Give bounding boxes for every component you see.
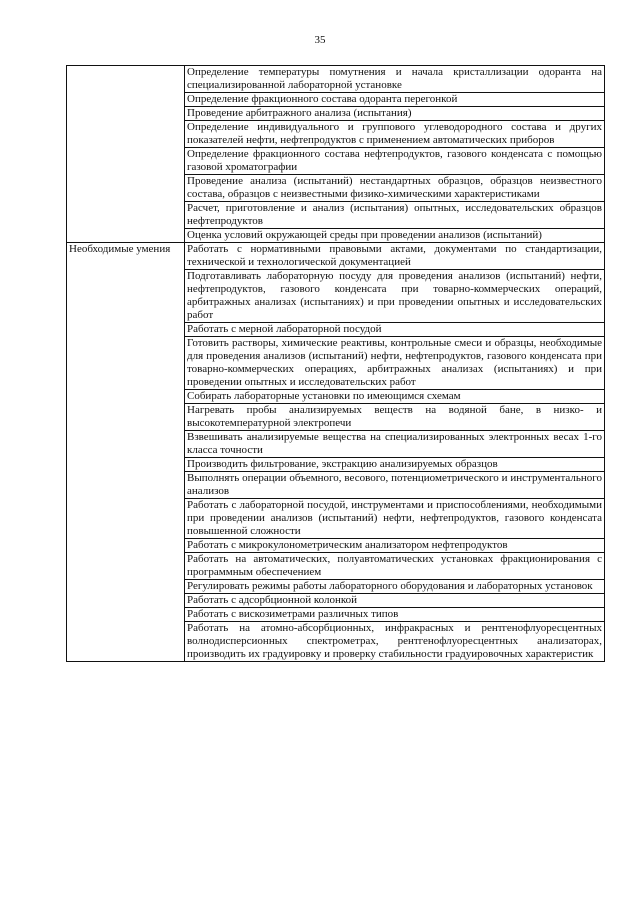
row-text-cell: Нагревать пробы анализируемых веществ на водяной бане, в низко- и высокотемпературной электропечи [185, 404, 605, 431]
row-label-cell: Необходимые умения [67, 243, 185, 662]
row-text-cell: Работать с лабораторной посудой, инструментами и приспособлениями, необходимыми при проведении анализов (испытаний) нефти, нефтепродуктов, газового конденсата повышенной сложности [185, 499, 605, 539]
requirements-table [66, 65, 605, 662]
table-row [67, 243, 605, 270]
row-text-cell: Подготавливать лабораторную посуду для проведения анализов (испытаний) нефти, нефтепродуктов, газового конденсата при товарно-коммерческих операций, арбитражных анализах (испытаниях) и при проведении опытных и исследовательских работ [185, 270, 605, 323]
row-text-cell: Производить фильтрование, экстракцию анализируемых образцов [185, 458, 605, 472]
page-number: 35 [314, 34, 326, 46]
row-text-cell: Регулировать режимы работы лабораторного оборудования и лабораторных установок [185, 580, 605, 594]
row-text-cell: Выполнять операции объемного, весового, потенциометрического и инструментального анализов [185, 472, 605, 499]
row-text-cell: Расчет, приготовление и анализ (испытания) опытных, исследовательских образцов нефтепродуктов [185, 202, 605, 229]
row-text-cell: Работать с нормативными правовыми актами, документами по стандартизации, технической и технологической документацией [185, 243, 605, 270]
row-text-cell: Готовить растворы, химические реактивы, контрольные смеси и образцы, необходимые для проведения анализов (испытаний) нефти, нефтепродуктов, газового конденсата при товарно-коммерческих операциях, арбитражных анализах (испытаниях) и при проведении опытных и исследовательских работ [185, 337, 605, 390]
table-body [67, 66, 605, 662]
table-row [67, 66, 605, 93]
row-text-cell: Определение фракционного состава одоранта перегонкой [185, 93, 605, 107]
row-text-cell: Работать с адсорбционной колонкой [185, 594, 605, 608]
row-label-cell [67, 66, 185, 243]
row-text-cell: Взвешивать анализируемые вещества на специализированных электронных весах 1-го класса точности [185, 431, 605, 458]
row-text-cell: Проведение анализа (испытаний) нестандартных образцов, образцов неизвестного состава, образцов с неизвестными физико-химическими характеристиками [185, 175, 605, 202]
row-text-cell: Работать на автоматических, полуавтоматических установках фракционирования с программным обеспечением [185, 553, 605, 580]
row-text-cell: Работать с вискозиметрами различных типов [185, 608, 605, 622]
row-text-cell: Собирать лабораторные установки по имеющимся схемам [185, 390, 605, 404]
row-text-cell: Оценка условий окружающей среды при проведении анализов (испытаний) [185, 229, 605, 243]
row-text-cell: Определение индивидуального и группового углеводородного состава и других показателей нефти, нефтепродуктов с применением автоматических приборов [185, 121, 605, 148]
row-text-cell: Определение фракционного состава нефтепродуктов, газового конденсата с помощью газовой хроматографии [185, 148, 605, 175]
row-text-cell: Определение температуры помутнения и начала кристаллизации одоранта на специализированной лабораторной установке [185, 66, 605, 93]
row-text-cell: Работать с микрокулонометрическим анализатором нефтепродуктов [185, 539, 605, 553]
row-text-cell: Работать с мерной лабораторной посудой [185, 323, 605, 337]
row-text-cell: Работать на атомно-абсорбционных, инфракрасных и рентгенофлуоресцентных волнодисперсионных спектрометрах, рентгенофлуоресцентных анализаторах, производить их градуировку и проверку стабильности градуировочных характеристик [185, 622, 605, 662]
row-text-cell: Проведение арбитражного анализа (испытания) [185, 107, 605, 121]
